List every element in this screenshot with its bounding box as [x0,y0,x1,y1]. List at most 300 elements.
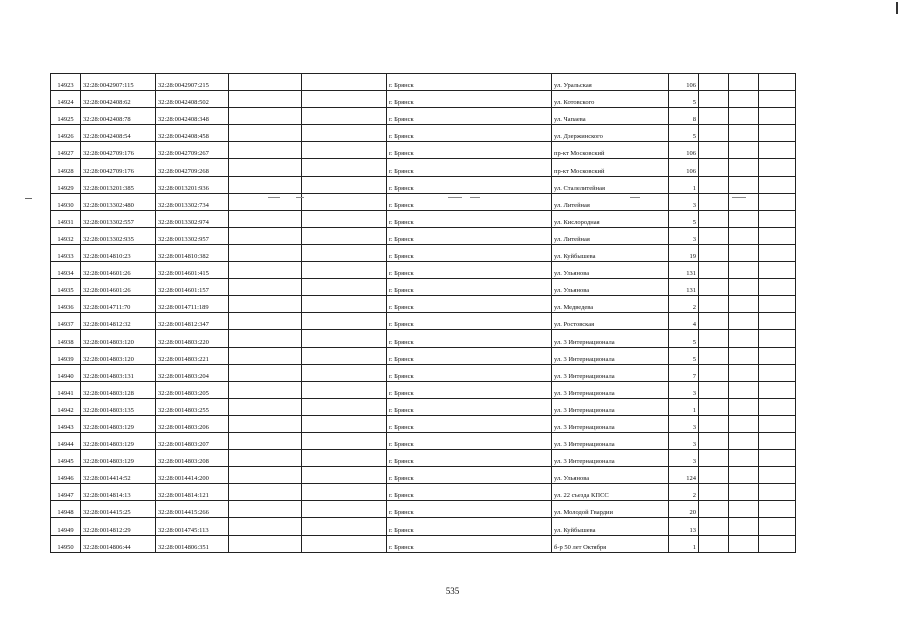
city-cell: г. Брянск [387,176,552,193]
empty-cell [302,244,387,261]
cadastral-number-cell: 32:28:0014803:129 [81,432,156,449]
empty-cell [302,484,387,501]
street-cell: ул. 3 Интернационала [552,381,669,398]
empty-cell [229,535,302,552]
empty-cell [759,227,796,244]
scan-artifact [296,197,304,198]
empty-cell [729,244,759,261]
address-table [50,73,796,553]
empty-cell [229,484,302,501]
empty-cell [729,74,759,91]
empty-cell [699,227,729,244]
cadastral-number-cell: 32:28:0014711:189 [156,296,229,313]
empty-cell [699,450,729,467]
row-number-cell: 14934 [51,262,81,279]
empty-cell [302,91,387,108]
empty-cell [302,347,387,364]
city-cell: г. Брянск [387,313,552,330]
empty-cell [759,330,796,347]
cadastral-number-cell: 32:28:0014415:266 [156,501,229,518]
empty-cell [759,244,796,261]
empty-cell [759,450,796,467]
row-number-cell: 14937 [51,313,81,330]
house-cell: 8 [669,108,699,125]
street-cell: ул. Ульянова [552,262,669,279]
empty-cell [729,415,759,432]
street-cell: ул. 3 Интернационала [552,330,669,347]
table-row [51,176,796,193]
empty-cell [729,142,759,159]
house-cell: 1 [669,176,699,193]
empty-cell [302,125,387,142]
empty-cell [759,347,796,364]
row-number-cell: 14948 [51,501,81,518]
page-number: 535 [445,586,460,596]
empty-cell [302,279,387,296]
cadastral-number-cell: 32:28:0014810:23 [81,244,156,261]
city-cell: г. Брянск [387,262,552,279]
street-cell: ул. Ульянова [552,279,669,296]
table-row [51,535,796,552]
city-cell: г. Брянск [387,279,552,296]
empty-cell [229,330,302,347]
empty-cell [302,398,387,415]
cadastral-number-cell: 32:28:0013302:935 [81,227,156,244]
empty-cell [759,381,796,398]
table-row [51,74,796,91]
row-number-cell: 14942 [51,398,81,415]
empty-cell [699,381,729,398]
row-number-cell: 14945 [51,450,81,467]
street-cell: ул. Куйбышева [552,244,669,261]
cadastral-number-cell: 32:28:0014803:129 [81,415,156,432]
table-row [51,210,796,227]
city-cell: г. Брянск [387,381,552,398]
cadastral-number-cell: 32:28:0014745:113 [156,518,229,535]
row-number-cell: 14927 [51,142,81,159]
house-cell: 13 [669,518,699,535]
street-cell: ул. Уральская [552,74,669,91]
empty-cell [729,296,759,313]
scan-artifact [470,197,480,198]
empty-cell [302,159,387,176]
empty-cell [729,279,759,296]
empty-cell [759,142,796,159]
table-row [51,159,796,176]
street-cell: ул. Котовского [552,91,669,108]
empty-cell [229,432,302,449]
table-row [51,347,796,364]
house-cell: 7 [669,364,699,381]
empty-cell [759,296,796,313]
cadastral-number-cell: 32:28:0014803:205 [156,381,229,398]
empty-cell [699,91,729,108]
table-row [51,108,796,125]
empty-cell [729,450,759,467]
table-row [51,467,796,484]
house-cell: 131 [669,279,699,296]
house-cell: 5 [669,91,699,108]
empty-cell [729,535,759,552]
empty-cell [759,74,796,91]
cadastral-number-cell: 32:28:0014803:128 [81,381,156,398]
empty-cell [759,432,796,449]
empty-cell [699,501,729,518]
table-row [51,125,796,142]
empty-cell [759,108,796,125]
cadastral-number-cell: 32:28:0014803:131 [81,364,156,381]
row-number-cell: 14928 [51,159,81,176]
empty-cell [229,518,302,535]
street-cell: ул. Ульянова [552,467,669,484]
empty-cell [229,398,302,415]
empty-cell [729,398,759,415]
empty-cell [699,142,729,159]
table-row [51,91,796,108]
empty-cell [729,501,759,518]
scan-artifact [630,197,640,198]
empty-cell [229,193,302,210]
cadastral-number-cell: 32:28:0042408:348 [156,108,229,125]
empty-cell [699,518,729,535]
house-cell: 3 [669,432,699,449]
scan-artifact [732,197,746,198]
empty-cell [699,176,729,193]
city-cell: г. Брянск [387,159,552,176]
cadastral-number-cell: 32:28:0013201:936 [156,176,229,193]
city-cell: г. Брянск [387,364,552,381]
cadastral-number-cell: 32:28:0014711:70 [81,296,156,313]
empty-cell [229,227,302,244]
empty-cell [229,176,302,193]
empty-cell [729,313,759,330]
empty-cell [729,227,759,244]
empty-cell [302,364,387,381]
house-cell: 5 [669,330,699,347]
cadastral-number-cell: 32:28:0042709:176 [81,142,156,159]
empty-cell [229,415,302,432]
cadastral-number-cell: 32:28:0014803:206 [156,415,229,432]
cadastral-number-cell: 32:28:0042709:176 [81,159,156,176]
empty-cell [729,381,759,398]
city-cell: г. Брянск [387,74,552,91]
house-cell: 3 [669,415,699,432]
empty-cell [302,176,387,193]
empty-cell [302,432,387,449]
empty-cell [759,125,796,142]
cadastral-number-cell: 32:28:0013302:734 [156,193,229,210]
empty-cell [759,484,796,501]
cadastral-number-cell: 32:28:0013302:557 [81,210,156,227]
row-number-cell: 14933 [51,244,81,261]
street-cell: ул. Литейная [552,227,669,244]
empty-cell [759,364,796,381]
row-number-cell: 14944 [51,432,81,449]
street-cell: пр-кт Московский [552,159,669,176]
row-number-cell: 14936 [51,296,81,313]
empty-cell [759,262,796,279]
empty-cell [759,398,796,415]
empty-cell [229,142,302,159]
house-cell: 20 [669,501,699,518]
city-cell: г. Брянск [387,415,552,432]
house-cell: 1 [669,398,699,415]
empty-cell [759,210,796,227]
street-cell: ул. Кислородная [552,210,669,227]
table-row [51,296,796,313]
row-number-cell: 14929 [51,176,81,193]
cadastral-number-cell: 32:28:0014812:29 [81,518,156,535]
empty-cell [699,330,729,347]
city-cell: г. Брянск [387,330,552,347]
street-cell: ул. 3 Интернационала [552,450,669,467]
scan-artifact [448,197,462,198]
empty-cell [699,398,729,415]
empty-cell [699,279,729,296]
empty-cell [699,535,729,552]
cadastral-number-cell: 32:28:0014414:200 [156,467,229,484]
table-row [51,381,796,398]
row-number-cell: 14925 [51,108,81,125]
empty-cell [759,91,796,108]
street-cell: ул. 3 Интернационала [552,398,669,415]
empty-cell [699,125,729,142]
house-cell: 5 [669,210,699,227]
empty-cell [302,535,387,552]
empty-cell [699,193,729,210]
row-number-cell: 14926 [51,125,81,142]
cadastral-number-cell: 32:28:0014803:129 [81,450,156,467]
empty-cell [302,193,387,210]
row-number-cell: 14939 [51,347,81,364]
row-number-cell: 14931 [51,210,81,227]
empty-cell [302,501,387,518]
cadastral-number-cell: 32:28:0042408:78 [81,108,156,125]
table-row [51,227,796,244]
cadastral-number-cell: 32:28:0013302:974 [156,210,229,227]
table-row [51,450,796,467]
city-cell: г. Брянск [387,108,552,125]
empty-cell [729,347,759,364]
empty-cell [302,313,387,330]
empty-cell [302,227,387,244]
street-cell: ул. Молодой Гвардии [552,501,669,518]
street-cell: ул. Сталелитейная [552,176,669,193]
table-row [51,364,796,381]
empty-cell [699,467,729,484]
city-cell: г. Брянск [387,501,552,518]
empty-cell [759,518,796,535]
cadastral-number-cell: 32:28:0042709:268 [156,159,229,176]
empty-cell [229,159,302,176]
empty-cell [302,467,387,484]
house-cell: 131 [669,262,699,279]
street-cell: ул. 3 Интернационала [552,432,669,449]
empty-cell [699,415,729,432]
cadastral-number-cell: 32:28:0042408:62 [81,91,156,108]
house-cell: 2 [669,484,699,501]
empty-cell [729,176,759,193]
cadastral-number-cell: 32:28:0042709:267 [156,142,229,159]
table-row [51,501,796,518]
empty-cell [699,484,729,501]
empty-cell [229,296,302,313]
empty-cell [759,467,796,484]
empty-cell [729,467,759,484]
street-cell: ул. Чапаева [552,108,669,125]
scan-artifact [268,197,280,198]
cadastral-number-cell: 32:28:0014812:32 [81,313,156,330]
city-cell: г. Брянск [387,227,552,244]
empty-cell [229,74,302,91]
house-cell: 4 [669,313,699,330]
empty-cell [229,125,302,142]
cadastral-number-cell: 32:28:0014803:255 [156,398,229,415]
row-number-cell: 14935 [51,279,81,296]
table-row [51,432,796,449]
empty-cell [302,262,387,279]
empty-cell [759,176,796,193]
empty-cell [699,108,729,125]
street-cell: пр-кт Московский [552,142,669,159]
empty-cell [759,313,796,330]
empty-cell [729,262,759,279]
house-cell: 5 [669,347,699,364]
cadastral-number-cell: 32:28:0014814:121 [156,484,229,501]
row-number-cell: 14950 [51,535,81,552]
empty-cell [229,244,302,261]
empty-cell [302,108,387,125]
table-row [51,518,796,535]
table-row [51,398,796,415]
house-cell: 3 [669,193,699,210]
street-cell: ул. Куйбышева [552,518,669,535]
cadastral-number-cell: 32:28:0014812:347 [156,313,229,330]
row-number-cell: 14932 [51,227,81,244]
city-cell: г. Брянск [387,125,552,142]
street-cell: ул. Ростовская [552,313,669,330]
city-cell: г. Брянск [387,91,552,108]
cadastral-number-cell: 32:28:0014414:52 [81,467,156,484]
row-number-cell: 14940 [51,364,81,381]
empty-cell [729,432,759,449]
cadastral-number-cell: 32:28:0014601:157 [156,279,229,296]
empty-cell [759,535,796,552]
scan-edge-mark [896,2,898,14]
cadastral-number-cell: 32:28:0014415:25 [81,501,156,518]
city-cell: г. Брянск [387,467,552,484]
cadastral-number-cell: 32:28:0013302:480 [81,193,156,210]
empty-cell [699,262,729,279]
cadastral-number-cell: 32:28:0014806:351 [156,535,229,552]
city-cell: г. Брянск [387,193,552,210]
city-cell: г. Брянск [387,142,552,159]
empty-cell [759,193,796,210]
empty-cell [729,210,759,227]
empty-cell [229,210,302,227]
cadastral-number-cell: 32:28:0014814:13 [81,484,156,501]
table-row [51,279,796,296]
cadastral-number-cell: 32:28:0014601:26 [81,279,156,296]
cadastral-number-cell: 32:28:0042907:215 [156,74,229,91]
cadastral-number-cell: 32:28:0013302:957 [156,227,229,244]
empty-cell [229,262,302,279]
empty-cell [302,142,387,159]
row-number-cell: 14941 [51,381,81,398]
empty-cell [302,74,387,91]
row-number-cell: 14946 [51,467,81,484]
cadastral-number-cell: 32:28:0042907:115 [81,74,156,91]
table-body [51,74,796,553]
city-cell: г. Брянск [387,296,552,313]
house-cell: 124 [669,467,699,484]
table-row [51,313,796,330]
table-row [51,415,796,432]
house-cell: 3 [669,450,699,467]
table-row [51,193,796,210]
cadastral-number-cell: 32:28:0042408:458 [156,125,229,142]
cadastral-number-cell: 32:28:0042408:502 [156,91,229,108]
scan-margin-mark [25,198,32,199]
cadastral-number-cell: 32:28:0014803:120 [81,347,156,364]
row-number-cell: 14947 [51,484,81,501]
empty-cell [699,74,729,91]
house-cell: 5 [669,125,699,142]
empty-cell [729,484,759,501]
empty-cell [229,91,302,108]
cadastral-number-cell: 32:28:0014810:382 [156,244,229,261]
street-cell: ул. Дзержинского [552,125,669,142]
cadastral-number-cell: 32:28:0014803:135 [81,398,156,415]
empty-cell [229,501,302,518]
street-cell: ул. 3 Интернационала [552,364,669,381]
empty-cell [729,193,759,210]
house-cell: 106 [669,159,699,176]
row-number-cell: 14923 [51,74,81,91]
row-number-cell: 14949 [51,518,81,535]
empty-cell [302,296,387,313]
row-number-cell: 14943 [51,415,81,432]
house-cell: 2 [669,296,699,313]
empty-cell [729,125,759,142]
empty-cell [302,210,387,227]
house-cell: 1 [669,535,699,552]
table-row [51,244,796,261]
empty-cell [729,518,759,535]
cadastral-number-cell: 32:28:0013201:385 [81,176,156,193]
empty-cell [699,210,729,227]
empty-cell [229,364,302,381]
row-number-cell: 14930 [51,193,81,210]
empty-cell [302,330,387,347]
empty-cell [302,415,387,432]
row-number-cell: 14924 [51,91,81,108]
table-row [51,142,796,159]
empty-cell [302,450,387,467]
cadastral-number-cell: 32:28:0014806:44 [81,535,156,552]
house-cell: 106 [669,74,699,91]
empty-cell [229,279,302,296]
city-cell: г. Брянск [387,535,552,552]
empty-cell [699,296,729,313]
cadastral-number-cell: 32:28:0014803:204 [156,364,229,381]
cadastral-number-cell: 32:28:0014803:207 [156,432,229,449]
empty-cell [759,279,796,296]
empty-cell [729,91,759,108]
city-cell: г. Брянск [387,244,552,261]
empty-cell [699,244,729,261]
city-cell: г. Брянск [387,398,552,415]
